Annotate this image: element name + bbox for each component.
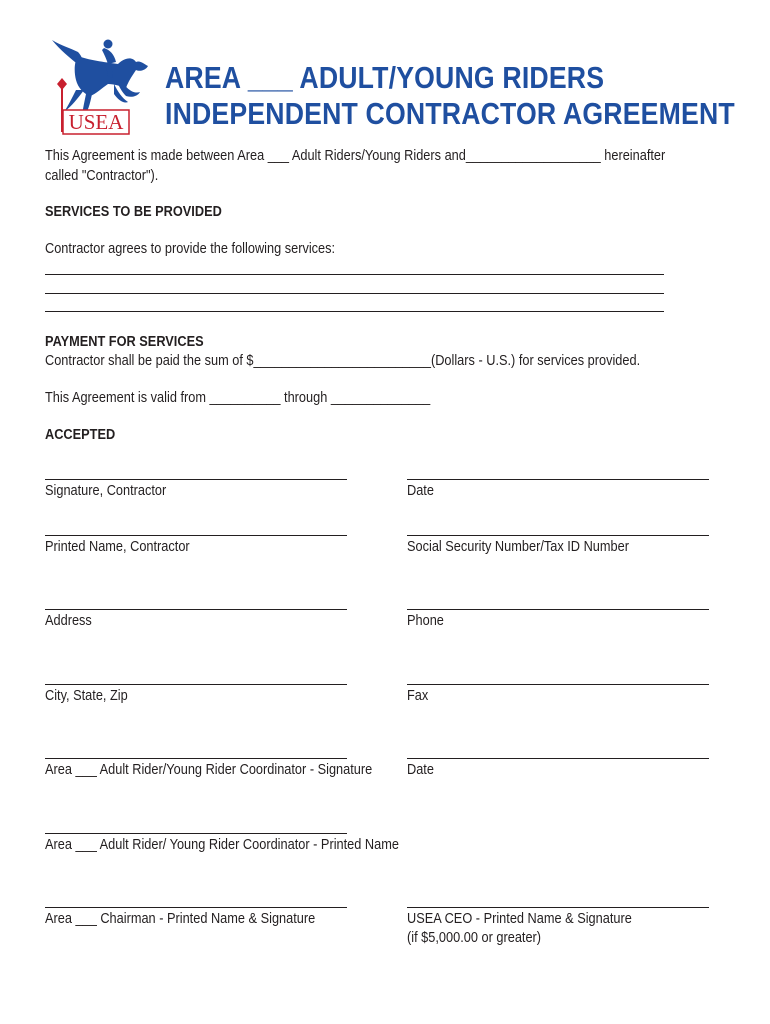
coordinator-printed-name-label: Area ___ Adult Rider/ Young Rider Coordinator - Printed Name: [45, 837, 399, 853]
chairman-label: Area ___ Chairman - Printed Name & Signature: [45, 911, 316, 927]
coordinator-signature-line[interactable]: [45, 758, 347, 759]
printed-name-contractor-line[interactable]: [45, 535, 347, 536]
city-state-zip-label: City, State, Zip: [45, 688, 128, 704]
payment-heading: PAYMENT FOR SERVICES: [45, 334, 204, 350]
fax-label: Fax: [407, 688, 429, 704]
ceo-line[interactable]: [407, 907, 709, 908]
intro-line-1: This Agreement is made between Area ___ Adult Riders/Young Riders and___________________ hereinafter: [45, 148, 666, 164]
signature-contractor-line[interactable]: [45, 479, 347, 480]
logo-text: USEA: [68, 110, 124, 134]
chairman-line[interactable]: [45, 907, 347, 908]
date-1-label: Date: [407, 483, 434, 499]
validity-text: This Agreement is valid from __________ through ______________: [45, 390, 431, 406]
services-line-3[interactable]: [45, 311, 664, 312]
city-state-zip-line[interactable]: [45, 684, 347, 685]
payment-text: Contractor shall be paid the sum of $_________________________(Dollars - U.S.) for services provided.: [45, 353, 641, 369]
services-text: Contractor agrees to provide the following services:: [45, 241, 336, 257]
printed-name-contractor-label: Printed Name, Contractor: [45, 539, 190, 555]
date-2-label: Date: [407, 762, 434, 778]
usea-logo: [48, 36, 154, 136]
address-label: Address: [45, 613, 92, 629]
services-line-1[interactable]: [45, 274, 664, 275]
fax-line[interactable]: [407, 684, 709, 685]
accepted-heading: ACCEPTED: [45, 427, 116, 443]
intro-line-2: called "Contractor").: [45, 168, 159, 184]
page-title-line-2: INDEPENDENT CONTRACTOR AGREEMENT: [165, 96, 735, 131]
phone-line[interactable]: [407, 609, 709, 610]
horse-rider-icon: [48, 36, 154, 136]
signature-contractor-label: Signature, Contractor: [45, 483, 167, 499]
ceo-label-line-1: USEA CEO - Printed Name & Signature: [407, 911, 632, 927]
ssn-tax-id-label: Social Security Number/Tax ID Number: [407, 539, 629, 555]
date-2-line[interactable]: [407, 758, 709, 759]
page-title-line-1: AREA ___ ADULT/YOUNG RIDERS: [165, 60, 605, 95]
services-line-2[interactable]: [45, 293, 664, 294]
address-line[interactable]: [45, 609, 347, 610]
coordinator-printed-name-line[interactable]: [45, 833, 347, 834]
phone-label: Phone: [407, 613, 444, 629]
date-1-line[interactable]: [407, 479, 709, 480]
ssn-tax-id-line[interactable]: [407, 535, 709, 536]
services-heading: SERVICES TO BE PROVIDED: [45, 204, 222, 220]
ceo-label-line-2: (if $5,000.00 or greater): [407, 930, 542, 946]
coordinator-signature-label: Area ___ Adult Rider/Young Rider Coordinator - Signature: [45, 762, 373, 778]
